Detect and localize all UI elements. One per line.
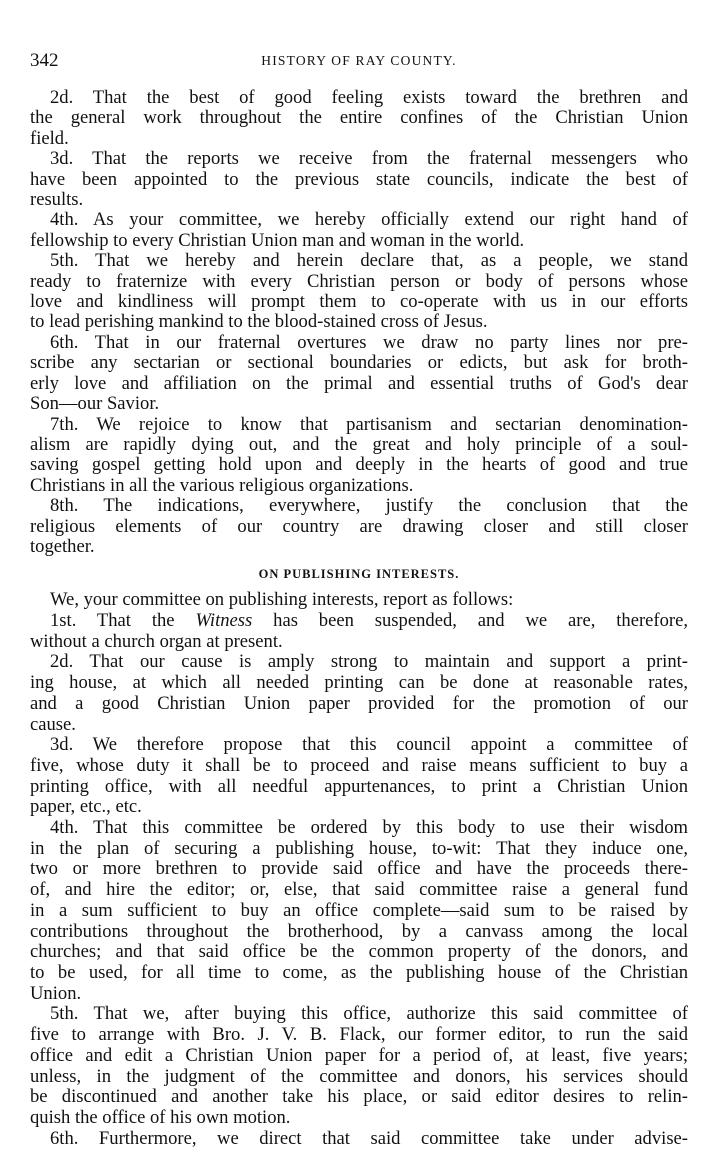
page-body bbox=[30, 88, 688, 1149]
paragraph-line: in a sum sufficient to buy an office complete—said sum to be raised by bbox=[30, 899, 688, 921]
publication-title: Witness bbox=[195, 610, 253, 632]
paragraph-line: two or more brethren to provide said office and have the proceeds there- bbox=[30, 858, 688, 880]
publishing-interests-section bbox=[30, 590, 688, 1149]
paragraph-line: Christians in all the various religious organizations. bbox=[30, 474, 414, 496]
paragraph-group bbox=[30, 652, 688, 1149]
paragraph-line: office and edit a Christian Union paper for a period of, at least, five years; bbox=[30, 1044, 688, 1066]
paragraph-line: 2d. That our cause is amply strong to maintain and support a print- bbox=[50, 651, 688, 673]
paragraph-line: results. bbox=[30, 189, 84, 211]
paragraph-line: five to arrange with Bro. J. V. B. Flack, our former editor, to run the said bbox=[30, 1024, 688, 1046]
paragraph-line: together. bbox=[30, 535, 95, 557]
resolutions-section bbox=[30, 88, 688, 557]
paragraph bbox=[30, 333, 688, 415]
paragraph-line: without a church organ at present. bbox=[30, 630, 283, 652]
paragraph-line: of, and hire the editor; or, else, that said committee raise a general fund bbox=[30, 879, 688, 901]
paragraph-line: in the plan of securing a publishing house, to-wit: That they induce one, bbox=[30, 837, 688, 859]
paragraph-line: 6th. Furthermore, we direct that said committee take under advise- bbox=[50, 1127, 688, 1149]
paragraph bbox=[30, 818, 688, 1004]
paragraph-line: erly love and affiliation on the primal and essential truths of God's dear bbox=[30, 372, 688, 394]
paragraph-line: 4th. As your committee, we hereby officially extend our right hand of bbox=[50, 209, 688, 231]
paragraph-line: to lead perishing mankind to the blood-stained cross of Jesus. bbox=[30, 311, 488, 333]
paragraph-line: 5th. That we, after buying this office, authorize this said committee of bbox=[50, 1003, 688, 1025]
paragraph-line: ready to fraternize with every Christian person or body of persons whose bbox=[30, 270, 688, 292]
paragraph-line: churches; and that said office be the common property of the donors, and bbox=[30, 941, 688, 963]
paragraph-line: 6th. That in our fraternal overtures we draw no party lines nor pre- bbox=[50, 331, 688, 353]
paragraph-line bbox=[30, 611, 688, 632]
paragraph bbox=[30, 652, 688, 735]
paragraph-line: Son—our Savior. bbox=[30, 393, 160, 415]
paragraph-line: printing office, with all needful appurtenances, to print a Christian Union bbox=[30, 775, 688, 797]
paragraph-line: scribe any sectarian or sectional boundaries or edicts, but ask for broth- bbox=[30, 352, 688, 374]
running-title: HISTORY OF RAY COUNTY. bbox=[261, 53, 457, 68]
paragraph-line: cause. bbox=[30, 713, 76, 735]
section-heading: ON PUBLISHING INTERESTS. bbox=[258, 567, 460, 582]
paragraph-line: unless, in the judgment of the committee and donors, his services should bbox=[30, 1065, 688, 1087]
paragraph bbox=[30, 88, 688, 149]
text-run: 1st. That the bbox=[50, 610, 196, 632]
paragraph-line: 5th. That we hereby and herein declare that, as a people, we stand bbox=[50, 250, 688, 272]
paragraph-line: 3d. That the reports we receive from the fraternal messengers who bbox=[50, 148, 688, 170]
text-run: has been suspended, and we are, therefore, bbox=[252, 610, 689, 632]
paragraph bbox=[30, 496, 688, 557]
paragraph-line: 7th. We rejoice to know that partisanism and sectarian denomination- bbox=[50, 413, 688, 435]
paragraph-line: and a good Christian Union paper provided for the promotion of our bbox=[30, 692, 688, 714]
paragraph-line: the general work throughout the entire confines of the Christian Union bbox=[30, 107, 688, 129]
paragraph bbox=[30, 415, 688, 497]
intro-line: We, your committee on publishing interests, report as follows: bbox=[50, 589, 514, 611]
paragraph bbox=[30, 210, 688, 251]
paragraph-line: saving gospel getting hold upon and deeply in the hearts of good and true bbox=[30, 454, 688, 476]
paragraph-line: religious elements of our country are drawing closer and still closer bbox=[30, 515, 688, 537]
paragraph bbox=[30, 1129, 688, 1150]
paragraph-line: have been appointed to the previous state councils, indicate the best of bbox=[30, 168, 688, 190]
paragraph-line: 4th. That this committee be ordered by this body to use their wisdom bbox=[50, 817, 688, 839]
paragraph bbox=[30, 251, 688, 333]
paragraph-line: to be used, for all time to come, as the publishing house of the Christian bbox=[30, 962, 688, 983]
page-header bbox=[30, 50, 688, 74]
paragraph bbox=[30, 735, 688, 818]
paragraph-line: 3d. We therefore propose that this council appoint a committee of bbox=[50, 734, 688, 756]
paragraph bbox=[30, 149, 688, 210]
paragraph-line: 2d. That the best of good feeling exists toward the brethren and bbox=[50, 87, 688, 108]
paragraph-line: Union. bbox=[30, 982, 82, 1004]
paragraph-line: field. bbox=[30, 127, 69, 149]
paragraph-line: contributions throughout the brotherhood, by a canvass among the local bbox=[30, 920, 688, 942]
paragraph-line: five, whose duty it shall be to proceed and raise means sufficient to buy a bbox=[30, 754, 688, 776]
paragraph-line: 8th. The indications, everywhere, justify the conclusion that the bbox=[50, 495, 688, 517]
paragraph-line: be discontinued and another take his place, or said editor desires to relin- bbox=[30, 1086, 688, 1108]
paragraph-line: ing house, at which all needed printing can be done at reasonable rates, bbox=[30, 672, 688, 694]
paragraph-line: alism are rapidly dying out, and the great and holy principle of a soul- bbox=[30, 433, 688, 455]
paragraph-line: quish the office of his own motion. bbox=[30, 1106, 291, 1128]
paragraph-line: love and kindliness will prompt them to co-operate with us in our efforts bbox=[30, 291, 688, 313]
paragraph-line: paper, etc., etc. bbox=[30, 796, 142, 818]
paragraph bbox=[30, 1004, 688, 1128]
paragraph-line: fellowship to every Christian Union man and woman in the world. bbox=[30, 229, 525, 251]
page-number: 342 bbox=[30, 50, 59, 71]
